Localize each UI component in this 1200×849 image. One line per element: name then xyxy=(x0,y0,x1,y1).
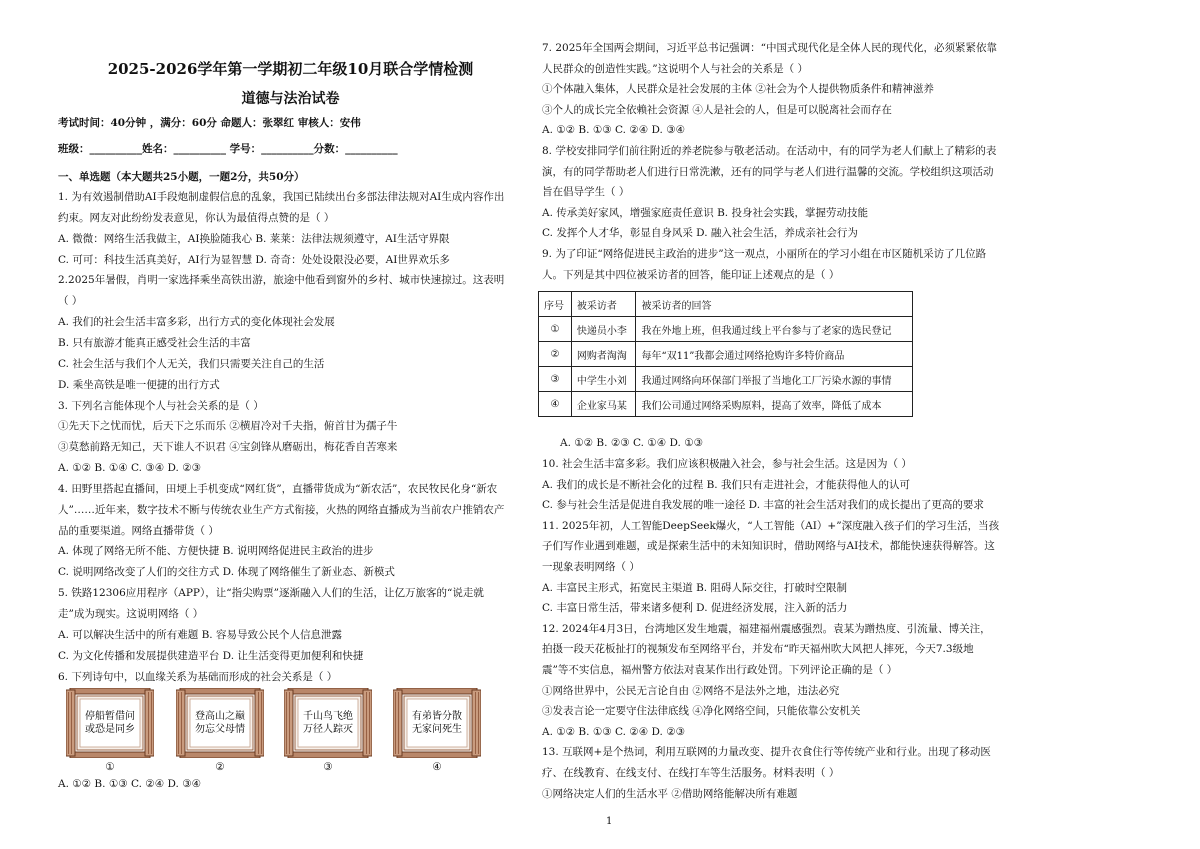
poem-line: 或恐是同乡 xyxy=(85,724,135,735)
question-line: C. 参与社会生活是促进自我发展的唯一途径 D. 丰富的社会生活对我们的成长提出了更高的要求 xyxy=(542,499,984,512)
question-line: 11. 2025年初，人工智能DeepSeek爆火，“人工智能（AI）+”深度融入孩子们的学习生活，当孩 xyxy=(542,519,1000,532)
question-line: A. 可以解决生活中的所有难题 B. 容易导致公民个人信息泄露 xyxy=(58,628,342,641)
question-line: 拍摄一段天花板扯打的视频发布至网络平台，并发布“昨天福州吹大风把人摔死，今天7.3级地 xyxy=(542,643,974,656)
question-line: 3. 下列名言能体现个人与社会关系的是（ ） xyxy=(58,399,264,412)
table-cell: 快递员小李 xyxy=(571,317,636,342)
table-cell: 我通过网络向环保部门举报了当地化工厂污染水源的事情 xyxy=(636,367,913,392)
question-line: 13. 互联网+是个热词，利用互联网的力量改变、提升衣食住行等传统产业和行业。出现了移动医 xyxy=(542,746,991,759)
poem-scroll xyxy=(66,688,154,773)
question-line: C. 社会生活与我们个人无关，我们只需要关注自己的生活 xyxy=(58,357,325,370)
page-number: 1 xyxy=(606,816,613,827)
scroll-number: ② xyxy=(215,761,225,773)
question-line: 人”……近年来，数字技术不断与传统农业生产方式衔接，火热的网络直播成为当前农户推销农产 xyxy=(58,503,505,516)
question-line: 品的重要渠道。网络直播带货（ ） xyxy=(58,524,219,537)
student-info-fields: 班级：__________姓名：__________ 学号：__________分数：__________ xyxy=(58,143,398,155)
question-line: A. 丰富民主形式，拓宽民主渠道 B. 阻碍人际交往，打破时空限制 xyxy=(542,581,847,594)
poem-line: 登高山之巅 xyxy=(195,711,245,722)
question-line: A. ①② B. ①④ C. ③④ D. ②③ xyxy=(58,462,202,475)
right-column xyxy=(542,0,1022,849)
question-line: C. 丰富日常生活，带来诸多便利 D. 促进经济发展，注入新的活力 xyxy=(542,602,848,615)
table-header-cell: 被采访者 xyxy=(571,292,636,317)
question-line: 2.2025年暑假，肖明一家选择乘坐高铁出游，旅途中他看到窗外的乡村、城市快速掠过。这表明 xyxy=(58,274,505,287)
table-cell: ② xyxy=(539,342,572,367)
question-line: A. 我们的社会生活丰富多彩，出行方式的变化体现社会发展 xyxy=(58,316,335,329)
question-line: C. 可可：科技生活真美好，AI行为显智慧 D. 奇奇：处处设限没必要，AI世界欢乐多 xyxy=(58,253,450,266)
question-line: 4. 田野里搭起直播间，田埂上手机变成“网红货”，直播带货成为“新农活”，农民牧民化身“新农 xyxy=(58,482,498,495)
table-header-cell: 序号 xyxy=(539,292,572,317)
table-cell: ③ xyxy=(539,367,572,392)
scroll-number: ① xyxy=(105,761,115,773)
poem-line: 有弟皆分散 xyxy=(412,711,462,722)
question-line: 演，有的同学帮助老人们进行日常洗漱，还有的同学与老人们进行温馨的交流。学校组织这项活动 xyxy=(542,165,994,178)
question-line: ①个体融入集体，人民群众是社会发展的主体 ②社会为个人提供物质条件和精神滋养 xyxy=(542,83,934,96)
exam-title: 2025-2026学年第一学期初二年级10月联合学情检测 xyxy=(107,60,474,78)
question-line: 子们写作业遇到难题，或是探索生活中的未知知识时，借助网络与AI技术，都能快速获得解答。这 xyxy=(542,540,995,553)
poem-line: 无家问死生 xyxy=(412,724,462,735)
question-line: ①网络决定人们的生活水平 ②借助网络能解决所有难题 xyxy=(542,787,798,800)
poem-scroll xyxy=(393,688,481,773)
q9-interview-table xyxy=(538,291,913,417)
question-line: 疗、在线教育、在线支付、在线打车等生活服务。材料表明（ ） xyxy=(542,767,840,779)
section-heading: 一、单选题（本大题共25小题，一题2分，共50分） xyxy=(58,171,305,183)
question-line: A. ①② B. ①③ C. ②④ D. ③④ xyxy=(542,124,686,137)
poem-line: 千山鸟飞绝 xyxy=(303,711,353,722)
question-line: 震”等不实信息，福州警方依法对袁某作出行政处罚。下列评论正确的是（ ） xyxy=(542,664,898,676)
question-line: A. ①② B. ①③ C. ②④ D. ②③ xyxy=(542,725,686,738)
question-line: ③莫愁前路无知己，天下谁人不识君 ④宝剑锋从磨砺出，梅花香自苦寒来 xyxy=(58,441,398,454)
question-line: 走”成为现实。这说明网络（ ） xyxy=(58,608,204,620)
question-line: 1. 为有效遏制借助AI手段炮制虚假信息的乱象，我国已陆续出台多部法律法规对AI生成内容作出 xyxy=(58,191,505,203)
q6-options: A. ①② B. ①③ C. ②④ D. ③④ xyxy=(58,778,202,790)
table-cell: 企业家马某 xyxy=(571,392,636,417)
question-line: 人民群众的创造性实践。”这说明个人与社会的关系是（ ） xyxy=(542,62,808,75)
table-row xyxy=(539,317,913,342)
table-cell: ① xyxy=(539,317,572,342)
question-line: D. 乘坐高铁是唯一便捷的出行方式 xyxy=(58,378,220,391)
table-row xyxy=(539,367,913,392)
question-line: 旨在倡导学生（ ） xyxy=(542,186,630,199)
question-line: 一现象表明网络（ ） xyxy=(542,561,640,573)
table-cell: 中学生小刘 xyxy=(571,367,636,392)
poem-line: 停船暂借问 xyxy=(85,711,135,722)
question-line: 12. 2024年4月3日，台湾地区发生地震，福建福州震感强烈。袁某为蹭热度、引流量、博关注， xyxy=(542,622,991,635)
left-column xyxy=(58,0,523,849)
table-row xyxy=(539,392,913,417)
question-line: 5. 铁路12306应用程序（APP），让“指尖购票”逐渐融入人们的生活，让亿万旅客的“说走就 xyxy=(58,587,484,600)
table-row xyxy=(539,342,913,367)
question-line: 8. 学校安排同学们前往附近的养老院参与敬老活动。在活动中，有的同学为老人们献上了精彩的表 xyxy=(542,145,997,157)
question-line: A. 微微：网络生活我做主，AI换脸随我心 B. 莱莱：法律法规须遵守，AI生活守界限 xyxy=(58,232,450,245)
scroll-number: ③ xyxy=(323,761,333,773)
question-line: 10. 社会生活丰富多彩。我们应该积极融入社会，参与社会生活。这是因为（ ） xyxy=(542,458,912,470)
table-cell: 我在外地上班，但我通过线上平台参与了老家的选民登记 xyxy=(636,317,913,342)
poem-scroll xyxy=(176,688,264,773)
table-cell: 我们公司通过网络采购原料，提高了效率，降低了成本 xyxy=(636,392,913,417)
question-line: C. 说明网络改变了人们的交往方式 D. 体现了网络催生了新业态、新模式 xyxy=(58,566,395,579)
exam-meta: 考试时间：40分钟 ，满分：60分 命题人：张翠红 审核人：安伟 xyxy=(58,117,361,129)
question-line: A. 传承美好家风，增强家庭责任意识 B. 投身社会实践，掌握劳动技能 xyxy=(542,206,868,219)
question-line: ③发表言论一定要守住法律底线 ④净化网络空间，只能依靠公安机关 xyxy=(542,705,861,718)
question-line: C. 为文化传播和发展提供建造平台 D. 让生活变得更加便利和快捷 xyxy=(58,649,364,662)
question-line: A. 我们的成长是不断社会化的过程 B. 我们只有走进社会，才能获得他人的认可 xyxy=(542,478,910,491)
poem-line: 万径人踪灭 xyxy=(303,724,353,735)
question-line: 7. 2025年全国两会期间，习近平总书记强调：“中国式现代化是全体人民的现代化，必须紧紧依靠 xyxy=(542,42,997,54)
question-line: （ ） xyxy=(58,295,83,308)
question-line: B. 只有旅游才能真正感受社会生活的丰富 xyxy=(58,336,251,349)
question-line: 9. 为了印证“网络促进民主政治的进步”这一观点，小丽所在的学习小组在市区随机采访了几位路 xyxy=(542,248,987,260)
question-line: ①先天下之忧而忧，后天下之乐而乐 ②横眉冷对千夫指，俯首甘为孺子牛 xyxy=(58,420,398,433)
exam-subtitle: 道德与法治试卷 xyxy=(241,91,340,107)
question-line: A. 体现了网络无所不能、方便快捷 B. 说明网络促进民主政治的进步 xyxy=(58,545,374,558)
table-cell: 每年“双11”我都会通过网络抢购许多特价商品 xyxy=(636,342,913,367)
question-line: ③个人的成长完全依赖社会资源 ④人是社会的人，但是可以脱离社会而存在 xyxy=(542,103,892,116)
poem-line: 勿忘父母情 xyxy=(195,724,245,735)
table-cell: 网购者淘淘 xyxy=(571,342,636,367)
question-line: ①网络世界中，公民无言论自由 ②网络不是法外之地，违法必究 xyxy=(542,684,840,697)
question-line: 约束。网友对此纷纷发表意见，你认为最值得点赞的是（ ） xyxy=(58,211,335,224)
table-header-cell: 被采访者的回答 xyxy=(636,292,913,317)
table-cell: ④ xyxy=(539,392,572,417)
q9-options: A. ①② B. ②③ C. ①④ D. ①③ xyxy=(560,437,704,449)
question-line: 6. 下列诗句中，以血缘关系为基础而形成的社会关系是（ ） xyxy=(58,670,338,683)
scroll-number: ④ xyxy=(432,761,442,773)
question-line: 人。下列是其中四位被采访者的回答，能印证上述观点的是（ ） xyxy=(542,268,840,281)
poem-scroll xyxy=(284,688,372,773)
question-line: C. 发挥个人才华，彰显自身风采 D. 融入社会生活，养成亲社会行为 xyxy=(542,227,858,240)
